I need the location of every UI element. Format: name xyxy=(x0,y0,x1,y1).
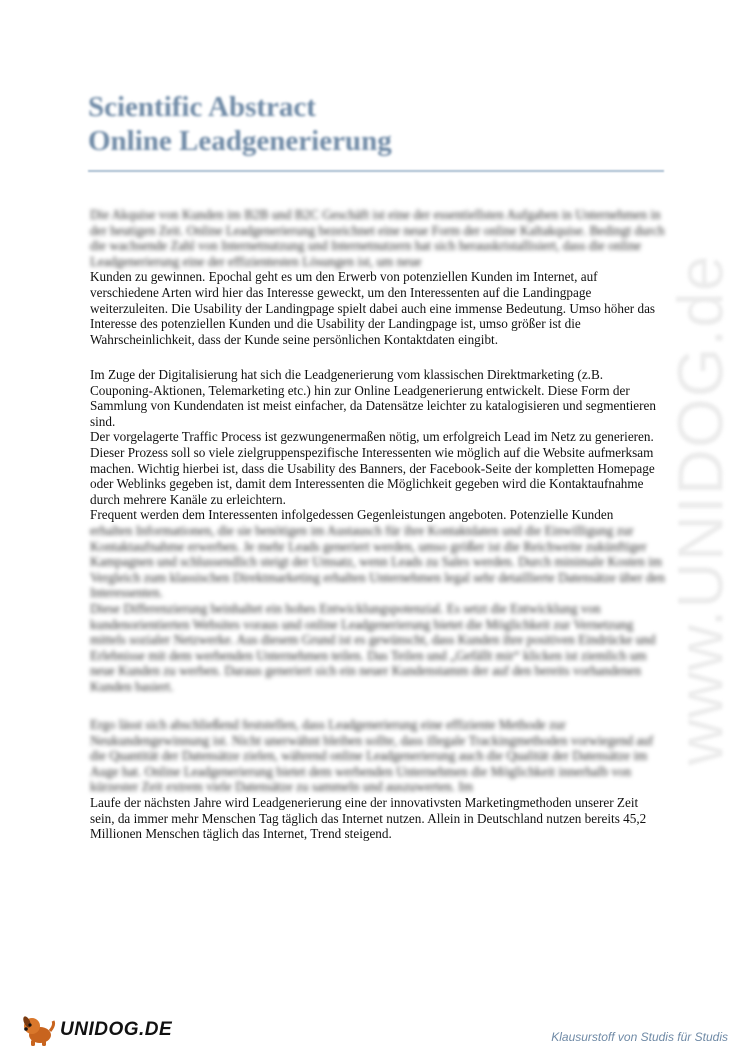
document-title xyxy=(88,90,663,158)
watermark xyxy=(640,254,750,766)
watermark-text: www.UNIDOG.de xyxy=(664,254,736,766)
footer-tagline: Klausurstoff von Studis für Studis xyxy=(551,1030,728,1044)
logo-text: UNIDOG.DE xyxy=(60,1019,173,1040)
paragraph-2-visible-a: Im Zuge der Digitalisierung hat sich die Leadgenerierung vom klassischen Direktmarketing (z.B. Couponing-Aktionen, Telemarketing etc.) hin zur Online Leadgenerierung entwickelt. Diese Form der Sammlung von Kundendaten ist meist einfacher, da Datensätze leichter zu katalogisieren und segmentieren sind. xyxy=(90,367,656,429)
title-divider xyxy=(88,170,664,172)
paragraph-3-blurred: Ergo lässt sich abschließend feststellen, dass Leadgenerierung eine effiziente Methode zur Neukundengewinnung ist. Nicht unerwähnt bleiben sollte, dass illegale Trackingmethoden vorwiegend auf die Quantität der Datensätze zielen, während online Leadgenerierung auch die Qualität der Datensätze im Auge hat. Online Leadgenerierung bietet dem werbenden Unternehmen die Möglichkeit innerhalb von kürzester Zeit extrem viele Datensätze zu sammeln und auszuwerten. Im xyxy=(90,717,654,795)
paragraph-3-visible: Laufe der nächsten Jahre wird Leadgenerierung eine der innovativsten Marketingmethoden unserer Zeit sein, da immer mehr Menschen Tag täglich das Internet nutzen. Allein in Deutschland nutzen bereits 45,2 Millionen Menschen täglich das Internet, Trend steigend. xyxy=(90,794,647,842)
paragraph-1 xyxy=(90,207,665,347)
paragraph-2-blurred-b: Diese Differenzierung beinhaltet ein hohes Entwicklungspotenzial. Es setzt die Entwicklung von kundenorientierten Websites voraus und online Leadgenerierung bietet die Möglichkeit zur Vernetzung mittels sozialer Netzwerke. Aus diesem Grund ist es gewünscht, dass Kunden ihre positiven Eindrücke und Erlebnisse mit dem werbenden Unternehmen teilen. Das Teilen und „Gefällt mir“ klicken ist ziemlich um neue Kunden zu werben. Daraus generiert sich ein neuer Kundenstamm der auf den bereits vorhandenen Kunden basiert. xyxy=(90,600,656,694)
paragraph-1-visible: Kunden zu gewinnen. Epochal geht es um den Erwerb von potenziellen Kunden im Internet, auf verschiedene Arten wird hier das Interesse geweckt, um den Interessenten auf die Landingpage weiterzuleiten. Die Usability der Landingpage spielt dabei auch eine immense Bedeutung. Umso höher das Interesse des potenziellen Kunden und die Usability der Landingpage ist, umso größer ist die Wahrscheinlichkeit, dass der Kunde seine persönlichen Kontaktdaten eingibt. xyxy=(90,269,656,347)
footer-logo xyxy=(22,1012,172,1048)
paragraph-2-visible-b: Der vorgelagerte Traffic Process ist gezwungenermaßen nötig, um erfolgreich Lead im Netz zu generieren. Dieser Prozess soll so viele zielgruppenspezifische Interessenten wie möglich auf die Website aufmerksam machen. Wichtig hierbei ist, dass die Usability des Banners, der Facebook-Seite der kompletten Homepage oder Weblinks gegeben ist, damit dem Interessenten die Möglichkeit gegeben wird die Kontaktaufnahme durch mehrere Kanäle zu erleichtern. xyxy=(90,429,655,507)
paragraph-1-blurred: Die Akquise von Kunden im B2B und B2C Geschäft ist eine der essentiellsten Aufgaben in Unternehmen in der heutigen Zeit. Online Leadgenerierung bezeichnet eine neue Form der online Kaltakquise. Bedingt durch die wachsende Zahl von Internetnutzung und Internetnutzern hat sich herauskristallisiert, dass die online Leadgenerierung eine der effizientesten Lösungen ist, um neue xyxy=(90,207,665,269)
dog-mascot-icon xyxy=(22,1013,56,1047)
title-line-2: Online Leadgenerierung xyxy=(88,125,392,157)
paragraph-2 xyxy=(90,367,665,694)
title-line-1: Scientific Abstract xyxy=(88,91,316,123)
paragraph-2-blurred-a: erhalten Informationen, die sie benötigen im Austausch für ihre Kontaktdaten und die Einwilligung zur Kontaktaufnahme erwerben. Je mehr Leads generiert werden, umso größer ist die Reichweite zukünftiger Kampagnen und schlussendlich steigt der Umsatz, wenn Leads zu Sales werden. Durch minimale Kosten im Vergleich zum klassischen Direktmarketing erhalten Unternehmen legal sehr detaillierte Datensätze über den Interessenten. xyxy=(90,522,666,601)
paragraph-3 xyxy=(90,717,665,842)
paragraph-2-visible-c: Frequent werden dem Interessenten infolgedessen Gegenleistungen angeboten. Potenzielle Kunden xyxy=(90,507,614,523)
